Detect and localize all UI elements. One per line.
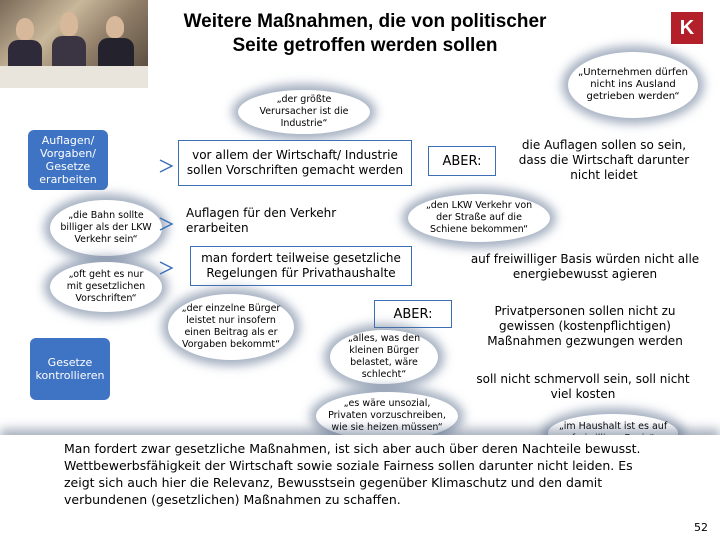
quote-bahn: „die Bahn sollte billiger als der LKW Verkehr sein“ [50, 200, 162, 256]
quote-verursacher: „der größte Verursacher ist die Industrie“ [238, 90, 370, 134]
text-nicht-leidet: die Auflagen sollen so sein, dass die Wirtschaft darunter nicht leidet [518, 138, 690, 182]
title-line-2: Seite getroffen werden sollen [232, 35, 498, 56]
arrow-icon-1 [160, 160, 172, 172]
quote-vorschriften: „oft geht es nur mit gesetzlichen Vorschriften“ [50, 262, 162, 312]
box-privathaushalte: man fordert teilweise gesetzliche Regelungen für Privathaushalte [190, 246, 412, 286]
summary-text: Man fordert zwar gesetzliche Maßnahmen, ist sich aber auch über deren Nachteile bewusst. Wettbewerbsfähigkeit der Wirtschaft sowie soziale Fairness sollen darunter nicht leiden. Es zeigt sich auch hier die Relevanz, Bewusstsein gegenüber Klimaschutz und den damit verbundenen (gesetzlichen) Maßnahmen zu schaffen. [64, 441, 641, 507]
summary-panel [0, 435, 720, 540]
text-freiwillig: auf freiwilliger Basis würden nicht alle energiebewusst agieren [470, 252, 700, 281]
quote-unternehmen: „Unternehmen dürfen nicht ins Ausland getrieben werden“ [568, 52, 698, 118]
box-aber-1: ABER: [428, 146, 496, 176]
arrow-icon-3 [160, 262, 172, 274]
text-verkehr: Auflagen für den Verkehr erarbeiten [186, 206, 337, 235]
header-photo [0, 0, 148, 88]
page-title [150, 10, 580, 58]
text-privatpersonen: Privatpersonen sollen nicht zu gewissen (kostenpflichtigen) Maßnahmen gezwungen werden [487, 304, 683, 348]
text-schmervoll: soll nicht schmervoll sein, soll nicht viel kosten [476, 372, 690, 401]
box-aber-2: ABER: [374, 300, 452, 328]
arrow-icon-2 [160, 218, 172, 230]
quote-alles: „alles, was den kleinen Bürger belastet, wäre schlecht“ [330, 330, 438, 384]
box-wirtschaft: vor allem der Wirtschaft/ Industrie sollen Vorschriften gemacht werden [178, 140, 412, 186]
logo: K [671, 12, 703, 44]
quote-lkw: „den LKW Verkehr von der Straße auf die Schiene bekommen“ [408, 194, 550, 242]
quote-buerger: „der einzelne Bürger leistet nur insofern einen Beitrag als er Vorgaben bekommt“ [168, 294, 294, 360]
title-line-1: Weitere Maßnahmen, die von politischer [183, 11, 547, 32]
page-number: 52 [694, 521, 708, 534]
label-auflagen: Auflagen/ Vorgaben/ Gesetze erarbeiten [28, 130, 108, 190]
quote-haushalt: „im Haushalt ist es auf [548, 414, 678, 452]
quote-unsozial: „es wäre unsozial, Privaten vorzuschreiben, wie sie heizen müssen“ [316, 392, 458, 440]
label-kontrollieren: Gesetze kontrollieren [30, 338, 110, 400]
